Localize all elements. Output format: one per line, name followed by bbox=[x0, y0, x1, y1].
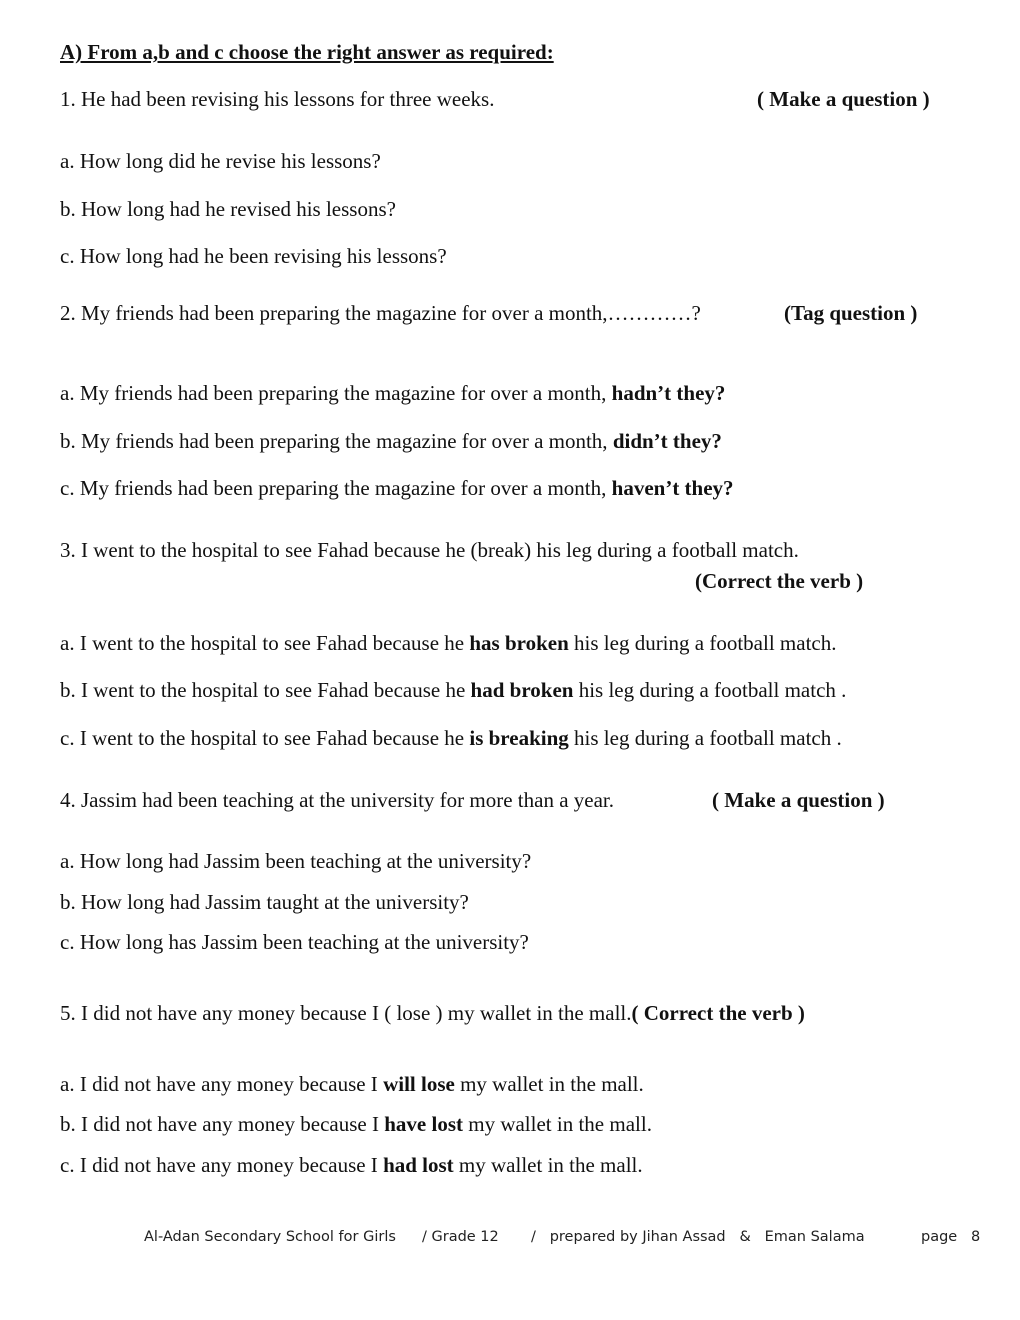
question-4-option-a: a. How long had Jassim been teaching at the university? bbox=[60, 849, 532, 873]
question-3-stem: 3. I went to the hospital to see Fahad because he (break) his leg during a football match. bbox=[60, 538, 799, 562]
option-post: his leg during a football match. bbox=[568, 631, 837, 655]
footer-school: Al-Adan Secondary School for Girls bbox=[144, 1229, 396, 1245]
question-5-stem-text: 5. I did not have any money because I ( lose ) my wallet in the mall. bbox=[60, 1001, 632, 1025]
question-5-option-c bbox=[60, 1152, 643, 1178]
question-5-option-a bbox=[60, 1071, 644, 1097]
option-pre: a. I did not have any money because I bbox=[60, 1072, 384, 1096]
option-post: his leg during a football match . bbox=[573, 678, 847, 702]
option-post: my wallet in the mall. bbox=[454, 1072, 644, 1096]
option-answer: will lose bbox=[383, 1072, 455, 1096]
option-answer: haven’t they? bbox=[611, 476, 734, 500]
question-5-stem bbox=[60, 1000, 805, 1026]
option-pre: a. I went to the hospital to see Fahad because he bbox=[60, 631, 470, 655]
option-text: b. My friends had been preparing the magazine for over a month, bbox=[60, 429, 613, 453]
option-post: my wallet in the mall. bbox=[453, 1153, 643, 1177]
question-3-option-b bbox=[60, 677, 846, 703]
question-4-option-c: c. How long has Jassim been teaching at the university? bbox=[60, 930, 529, 954]
option-pre: b. I did not have any money because I bbox=[60, 1112, 385, 1136]
section-heading: A) From a,b and c choose the right answer as required: bbox=[60, 40, 554, 64]
question-1-instruction: ( Make a question ) bbox=[757, 87, 930, 111]
option-answer: had lost bbox=[383, 1153, 454, 1177]
option-answer: has broken bbox=[469, 631, 569, 655]
option-answer: have lost bbox=[384, 1112, 463, 1136]
question-2-stem: 2. My friends had been preparing the magazine for over a month,…………? bbox=[60, 301, 701, 325]
option-answer: hadn’t they? bbox=[611, 381, 726, 405]
option-post: my wallet in the mall. bbox=[462, 1112, 652, 1136]
question-4-stem: 4. Jassim had been teaching at the university for more than a year. bbox=[60, 788, 614, 812]
option-answer: didn’t they? bbox=[612, 429, 722, 453]
question-4-instruction: ( Make a question ) bbox=[712, 788, 885, 812]
question-3-option-a bbox=[60, 630, 836, 656]
question-1-option-b: b. How long had he revised his lessons? bbox=[60, 197, 396, 221]
option-post: his leg during a football match . bbox=[568, 726, 842, 750]
option-pre: c. I did not have any money because I bbox=[60, 1153, 384, 1177]
question-2-option-b bbox=[60, 428, 722, 454]
question-4-option-b: b. How long had Jassim taught at the university? bbox=[60, 890, 469, 914]
question-3-option-c bbox=[60, 725, 842, 751]
question-1-option-c: c. How long had he been revising his lessons? bbox=[60, 244, 447, 268]
question-2-option-a bbox=[60, 380, 725, 406]
footer-page-number: page 8 bbox=[921, 1229, 981, 1245]
question-1-option-a: a. How long did he revise his lessons? bbox=[60, 149, 381, 173]
question-1-stem: 1. He had been revising his lessons for three weeks. bbox=[60, 87, 495, 111]
option-pre: b. I went to the hospital to see Fahad because he bbox=[60, 678, 471, 702]
footer-grade: / Grade 12 bbox=[422, 1229, 499, 1245]
question-2-instruction: (Tag question ) bbox=[784, 301, 918, 325]
question-5-instruction: ( Correct the verb ) bbox=[631, 1001, 805, 1025]
question-5-option-b bbox=[60, 1111, 652, 1137]
option-pre: c. I went to the hospital to see Fahad because he bbox=[60, 726, 470, 750]
option-answer: had broken bbox=[470, 678, 574, 702]
option-answer: is breaking bbox=[469, 726, 569, 750]
footer-prepared: / prepared by Jihan Assad & Eman Salama bbox=[531, 1229, 865, 1245]
option-text: a. My friends had been preparing the magazine for over a month, bbox=[60, 381, 612, 405]
question-2-option-c bbox=[60, 475, 734, 501]
question-3-instruction: (Correct the verb ) bbox=[695, 569, 864, 593]
option-text: c. My friends had been preparing the magazine for over a month, bbox=[60, 476, 612, 500]
